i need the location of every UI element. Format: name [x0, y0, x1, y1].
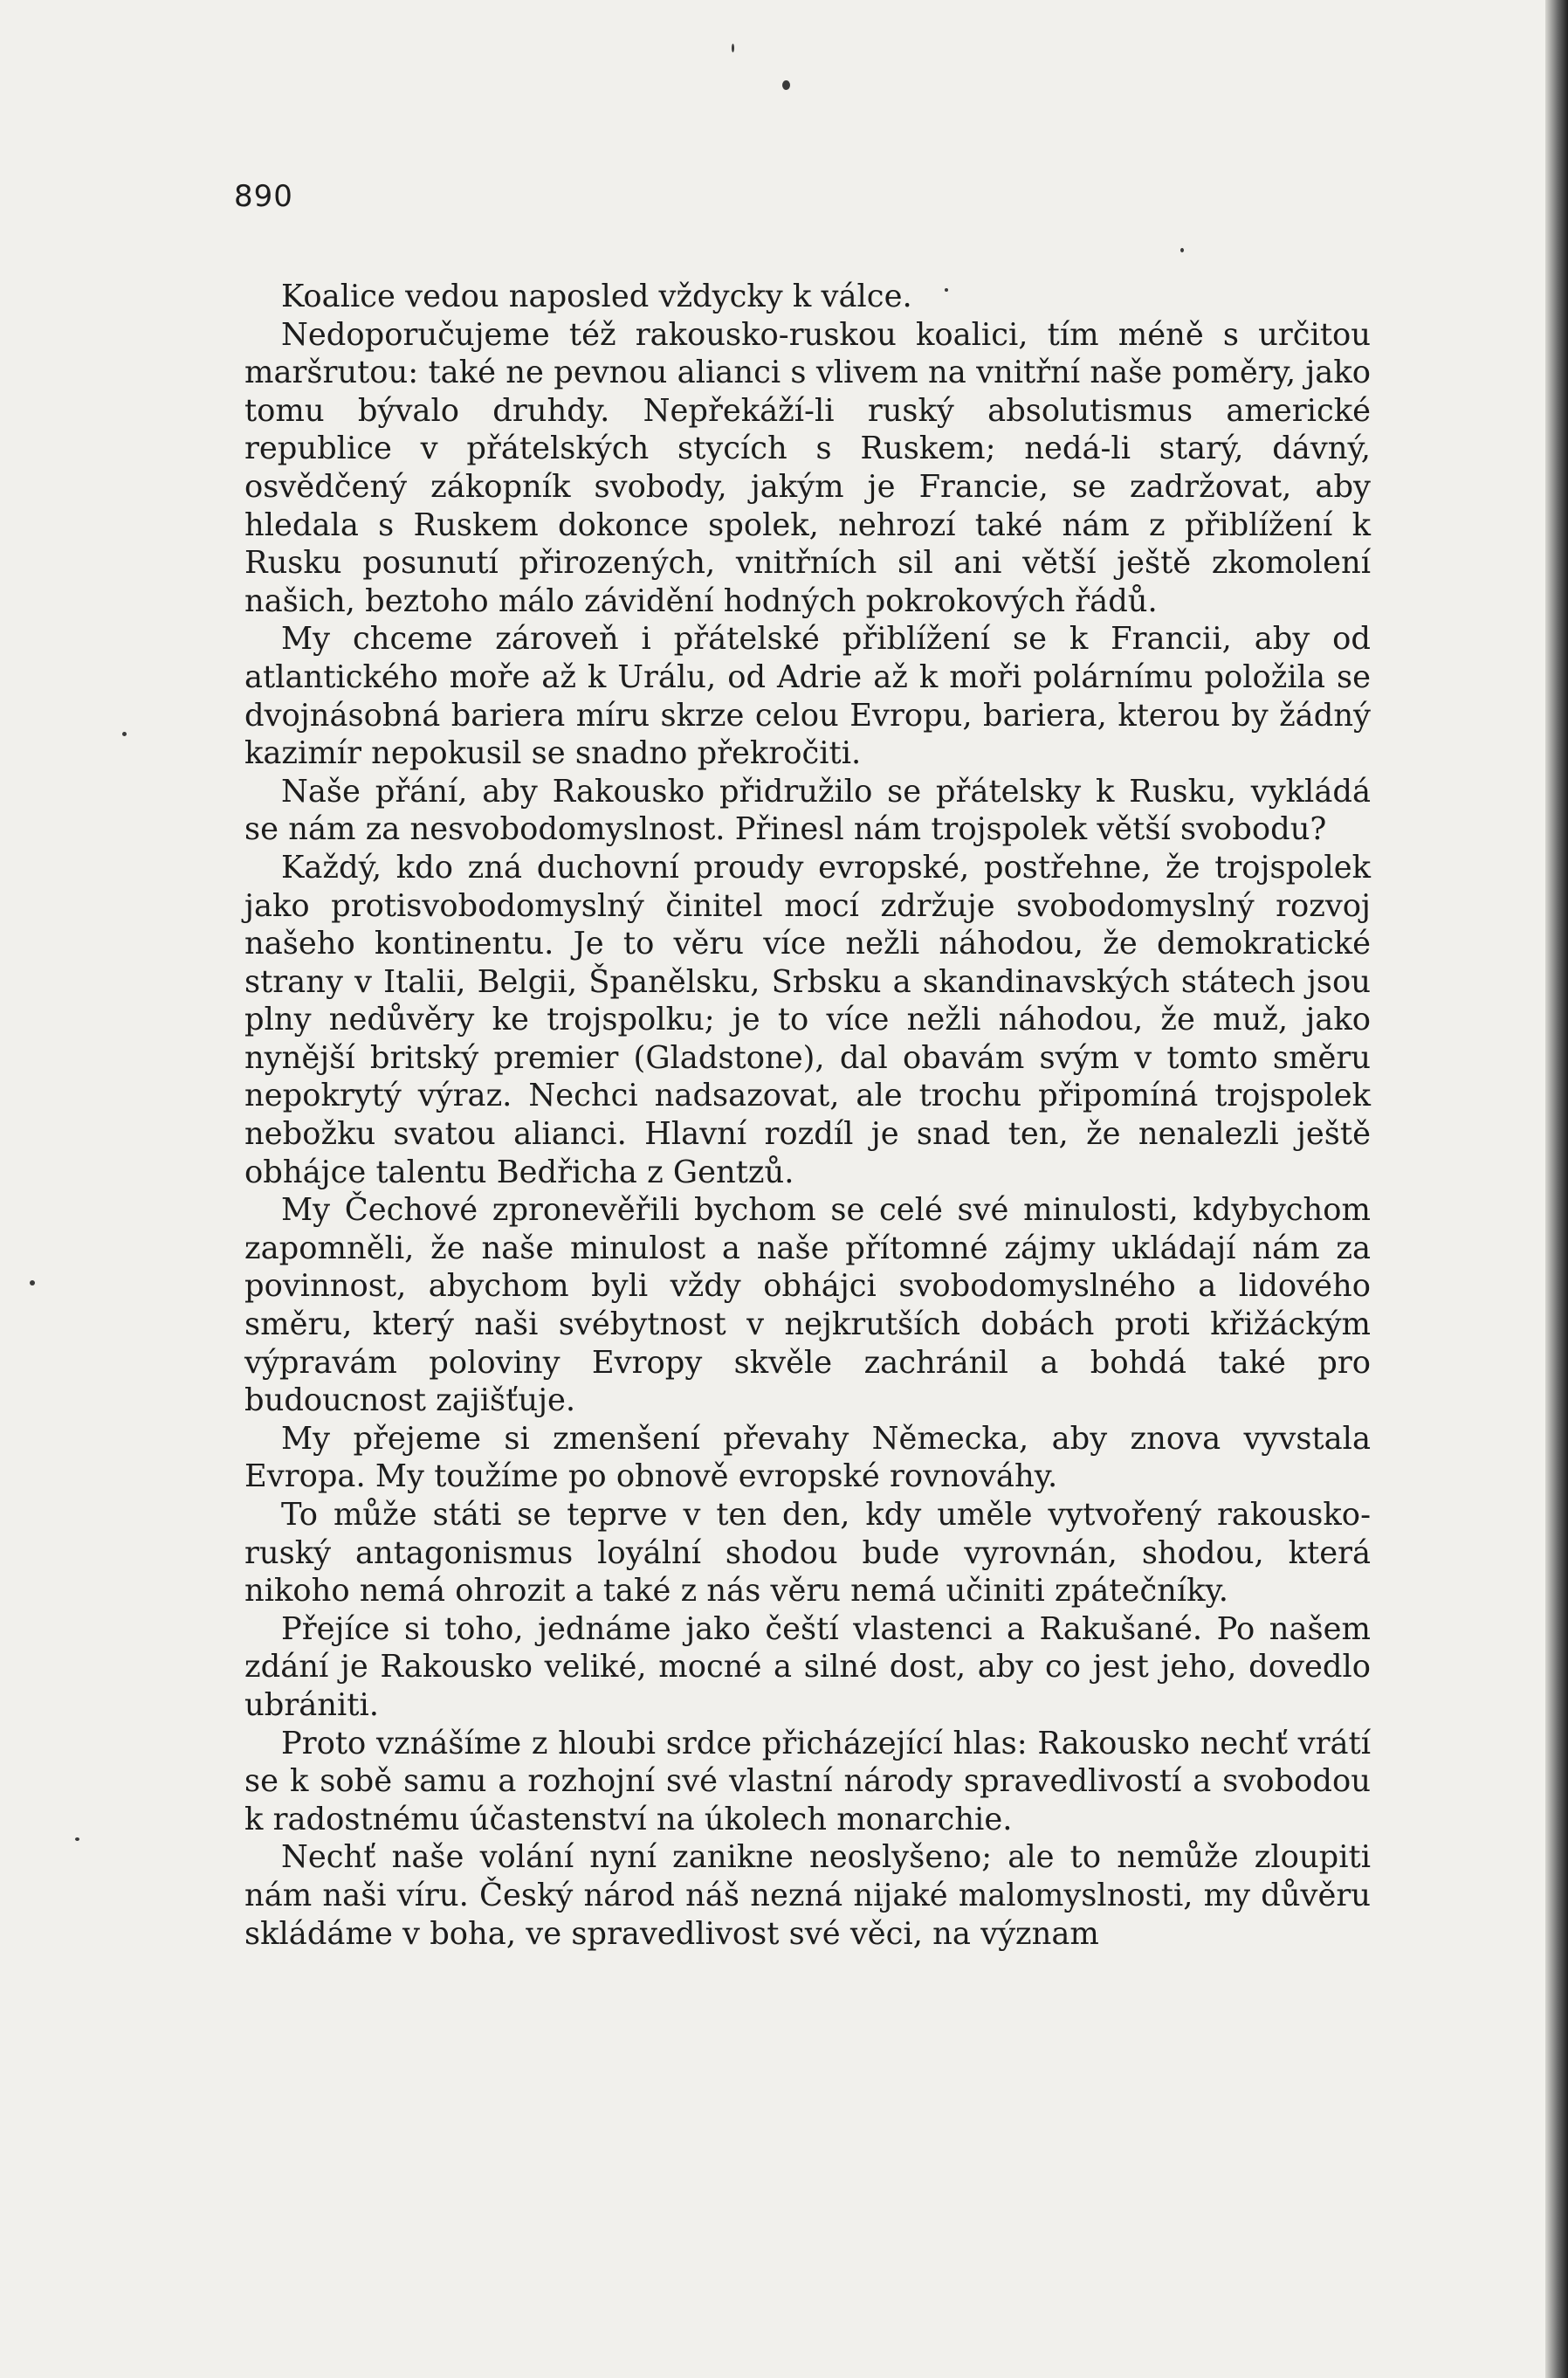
page-number: 890 — [234, 179, 293, 214]
ink-speck — [1180, 248, 1184, 252]
paragraph: Každý, kdo zná duchovní proudy evropské, postřehne, že trojspolek jako protisvobodomyslný činitel mocí zdržuje svobodomyslný rozvoj našeho kontinentu. Je to věru více nežli náhodou, že demokratické strany v Italii, Belgii, Španělsku, Srbsku a skandinavských státech jsou plny nedůvěry ke trojspolku; je to více nežli náhodou, že muž, jako nynější britský premier (Gladstone), dal obavám svým v tomto směru nepokrytý výraz. Nechci nadsazovat, ale trochu připomíná trojspolek nebožku svatou alianci. Hlavní rozdíl je snad ten, že nenalezli ještě obhájce talentu Bedřicha z Gentzů. — [244, 849, 1371, 1190]
ink-speck — [75, 1837, 79, 1841]
ink-speck — [30, 1280, 35, 1285]
paragraph: My chceme zároveň i přátelské přiblížení se k Francii, aby od atlantického moře až k Urálu, od Adrie až k moři polárnímu položila se dvojnásobná bariera míru skrze celou Evropu, bariera, kterou by žádný kazimír nepokusil se snadno překročiti. — [244, 621, 1371, 772]
paragraph: My Čechové zpronevěřili bychom se celé své minulosti, kdybychom zapomněli, že naše minulost a naše přítomné zájmy ukládají nám za povinnost, abychom byli vždy obhájci svobodomyslného a lidového směru, který naši svébytnost v nejkrutších dobách proti křižáckým výpravám poloviny Evropy skvěle zachránil a bohdá také pro budoucnost zajišťuje. — [244, 1192, 1371, 1419]
paragraph: To může státi se teprve v ten den, kdy uměle vytvořený rakousko-ruský antagonismus loyální shodou bude vyrovnán, shodou, která nikoho nemá ohrozit a také z nás věru nemá učiniti zpátečníky. — [244, 1497, 1371, 1609]
paragraph: Nedoporučujeme též rakousko-ruskou koalici, tím méně s určitou maršrutou: také ne pevnou alianci s vlivem na vnitřní naše poměry, jako tomu bývalo druhdy. Nepřekáží-li ruský absolutismus americké republice v přátelských stycích s Ruskem; nedá-li starý, dávný, osvědčený zákopník svobody, jakým je Francie, se zadržovat, aby hledala s Ruskem dokonce spolek, nehrozí také nám z přiblížení k Rusku posunutí přirozených, vnitřních sil ani větší ještě zkomolení našich, beztoho málo závidění hodných pokrokových řádů. — [244, 316, 1371, 619]
paragraph: Přejíce si toho, jednáme jako čeští vlastenci a Rakušané. Po našem zdání je Rakousko veliké, mocné a silné dost, aby co jest jeho, dovedlo ubrániti. — [244, 1610, 1371, 1723]
ink-speck — [782, 80, 790, 90]
ink-speck — [122, 732, 127, 736]
body-text — [244, 278, 1371, 1953]
paragraph: Naše přání, aby Rakousko přidružilo se přátelsky k Rusku, vykládá se nám za nesvobodomyslnost. Přinesl nám trojspolek větší svobodu? — [244, 773, 1371, 848]
paragraph: Proto vznášíme z hloubi srdce přicházející hlas: Rakousko nechť vrátí se k sobě samu a rozhojní své vlastní národy spravedlivostí a svobodou k radostnému účastenství na úkolech monarchie. — [244, 1725, 1371, 1837]
page-edge-shadow — [1545, 0, 1568, 2378]
paragraph: Nechť naše volání nyní zanikne neoslyšeno; ale to nemůže zloupiti nám naši víru. Český národ náš nezná nijaké malomyslnosti, my důvěru skládáme v boha, ve spravedlivost své věci, na význam — [244, 1839, 1371, 1952]
paragraph: My přejeme si zmenšení převahy Německa, aby znova vyvstala Evropa. My toužíme po obnově evropské rovnováhy. — [244, 1420, 1371, 1495]
ink-speck — [732, 44, 734, 52]
paragraph: Koalice vedou naposled vždycky k válce. — [281, 279, 912, 314]
